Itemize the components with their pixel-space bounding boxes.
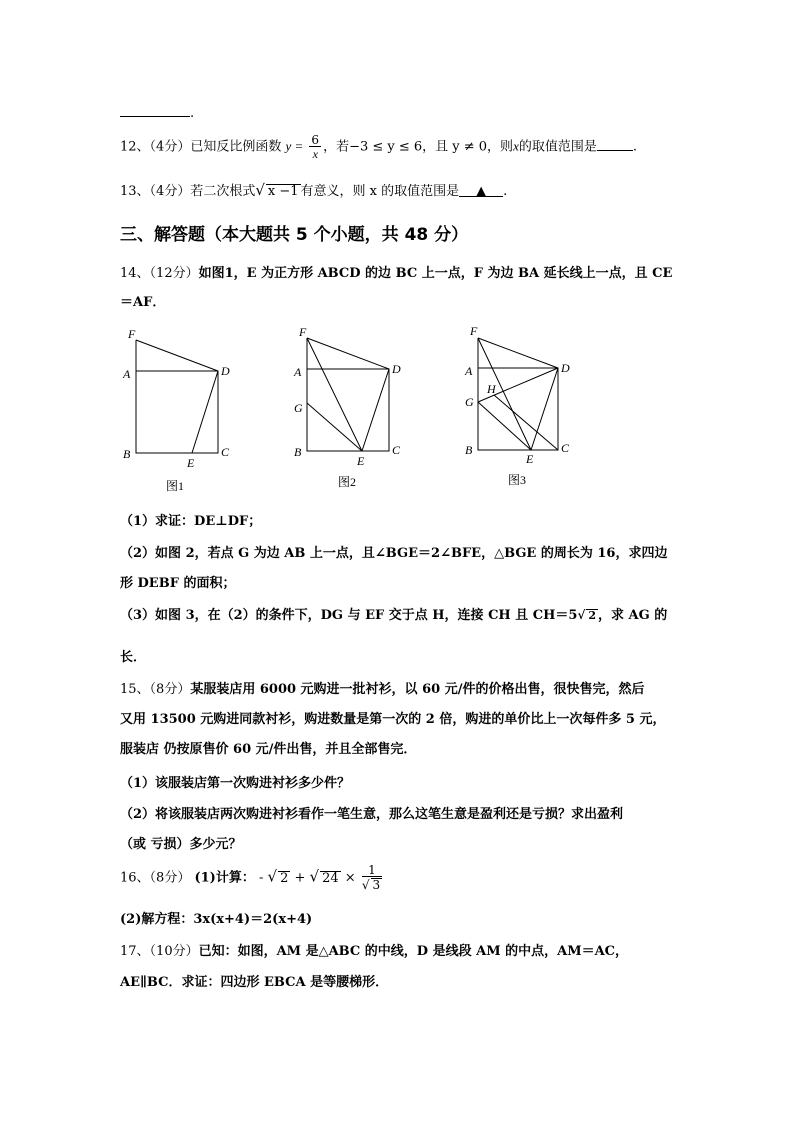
label-C: C — [221, 445, 230, 459]
label-E: E — [187, 456, 195, 470]
q15-part2-line2: （或 亏损）多少元？ — [120, 837, 242, 852]
label-E: E — [526, 452, 534, 466]
question-points: （10分） — [149, 944, 199, 959]
label-F: F — [470, 324, 478, 338]
label-A: A — [465, 364, 473, 378]
question-points: （8分） — [149, 870, 191, 886]
label-F: F — [128, 327, 136, 341]
figure-1-diagram — [118, 320, 238, 495]
square-abcd — [136, 371, 218, 453]
segment-fe — [307, 338, 362, 451]
label-D: D — [221, 364, 230, 378]
label-C: C — [392, 443, 401, 457]
label-B: B — [123, 447, 131, 461]
question-17-line1: 17、（10分）已知：如图，AM 是△ABC 的中线，D 是线段 AM 的中点，AM＝AC， — [120, 944, 629, 959]
question-number: 13、 — [120, 184, 150, 199]
figure-3 — [460, 320, 580, 499]
label-D: D — [561, 361, 570, 375]
figure-caption: 图3 — [508, 473, 527, 487]
label-F: F — [299, 325, 307, 339]
question-16-line1: 16、（8分） (1)计算： - √ 2 + √ 24 × $\frac{1}{√ 3}$ — [120, 863, 381, 892]
radicand: x −1 — [267, 184, 299, 199]
question-points: （4分） — [149, 184, 191, 199]
figure-caption: 图2 — [338, 475, 357, 489]
function-lhs: y = — [285, 138, 304, 154]
question-13: 13、（4分）若二次根式√ x −1 有意义，则 x 的取值范围是 ▲ . — [120, 181, 508, 199]
radicand: 24 — [322, 870, 339, 886]
question-number: 17、 — [120, 944, 150, 959]
segment-ge — [478, 402, 531, 450]
figure-1 — [118, 320, 238, 499]
label-C: C — [561, 441, 570, 455]
q15-part2-line1: （2）将该服装店两次购进衬衫看作一笔生意，那么这笔生意是盈利还是亏损？求出盈利 — [120, 807, 624, 822]
segment-hc — [494, 395, 558, 450]
question-15-line2: 又用 13500 元购进同款衬衫，购进数量是第一次的 2 倍，购进的单价比上一次每件多 5 元， — [120, 712, 666, 727]
label-G: G — [294, 401, 303, 415]
question-number: 15、 — [120, 682, 150, 697]
question-points: （4分） — [149, 139, 191, 155]
question-number: 14、 — [120, 266, 150, 281]
segment-fd — [136, 340, 218, 371]
fraction: $\frac{6}{x}$ — [311, 133, 320, 161]
answer-blank — [597, 138, 633, 151]
segment-de — [192, 371, 218, 453]
q14-part3-line2: 长． — [120, 650, 147, 665]
question-points: （8分） — [149, 682, 191, 697]
label-A: A — [123, 367, 131, 381]
sqrt-sign: √ — [577, 608, 586, 622]
question-15-line1: 15、（8分）某服装店用 6000 元购进一批衬衫，以 60 元/件的价格出售，很快售完，然后 — [120, 682, 645, 697]
figure-caption: 图1 — [166, 479, 185, 493]
q15-part1: （1）该服装店第一次购进衬衫多少件？ — [120, 776, 351, 791]
segment-ge — [307, 403, 362, 451]
question-number: 16、 — [120, 870, 150, 886]
sqrt-sign: √ — [267, 867, 278, 886]
q14-part1: （1）求证：DE⊥DF； — [120, 514, 262, 529]
section-heading: 三、解答题（本大题共 5 个小题，共 48 分） — [120, 225, 469, 245]
question-14-line2: ＝AF． — [120, 295, 166, 310]
question-points: （12分） — [149, 266, 199, 281]
question-12: 12、（4分）已知反比例函数 y = $\frac{6}{x}$ ，若−3 ≤ y ≤ 6，且 y ≠ 0，则x的取值范围是 . — [120, 133, 637, 161]
segment-de — [531, 368, 558, 450]
label-B: B — [294, 445, 302, 459]
answer-blank — [120, 104, 190, 117]
question-number: 12、 — [120, 139, 150, 155]
q14-part2-line1: （2）如图 2，若点 G 为边 AB 上一点，且∠BGE＝2∠BFE，△BGE 的周长为 16，求四边 — [120, 546, 668, 561]
question-16-line2: (2)解方程：3x(x+4)＝2(x+4) — [120, 912, 313, 927]
figure-2-diagram — [289, 320, 409, 495]
label-B: B — [465, 443, 473, 457]
radicand: 2 — [280, 870, 289, 886]
label-H: H — [487, 382, 496, 396]
answer-blank — [459, 184, 503, 197]
segment-de — [362, 369, 389, 451]
fraction: $\frac{1}{√ 3}$ — [361, 863, 381, 892]
label-E: E — [357, 454, 365, 468]
q14-part2-line2: 形 DEBF 的面积； — [120, 576, 236, 591]
sqrt-sign: √ — [309, 867, 320, 886]
q11-answer-line: . — [120, 104, 194, 121]
label-D: D — [392, 362, 401, 376]
label-A: A — [294, 365, 302, 379]
triangle-mark: ▲ — [476, 184, 487, 199]
sqrt-sign: √ — [255, 181, 265, 199]
question-14-line1: 14、（12分）如图1，E 为正方形 ABCD 的边 BC 上一点，F 为边 BA 延长线上一点，且 CE — [120, 266, 673, 281]
figure-3-diagram — [460, 320, 580, 495]
question-15-line3: 服装店 仍按原售价 60 元/件出售，并且全部售完． — [120, 742, 417, 757]
question-17-line2: AE∥BC．求证：四边形 EBCA 是等腰梯形． — [120, 975, 389, 990]
label-G: G — [465, 395, 474, 409]
radicand: 2 — [588, 609, 596, 622]
figure-2 — [289, 320, 409, 499]
sqrt-sign: √ — [361, 878, 370, 892]
q14-part3-line1: （3）如图 3，在（2）的条件下，DG 与 EF 交于点 H，连接 CH 且 CH＝5√ 2 ，求 AG 的 — [120, 608, 668, 623]
